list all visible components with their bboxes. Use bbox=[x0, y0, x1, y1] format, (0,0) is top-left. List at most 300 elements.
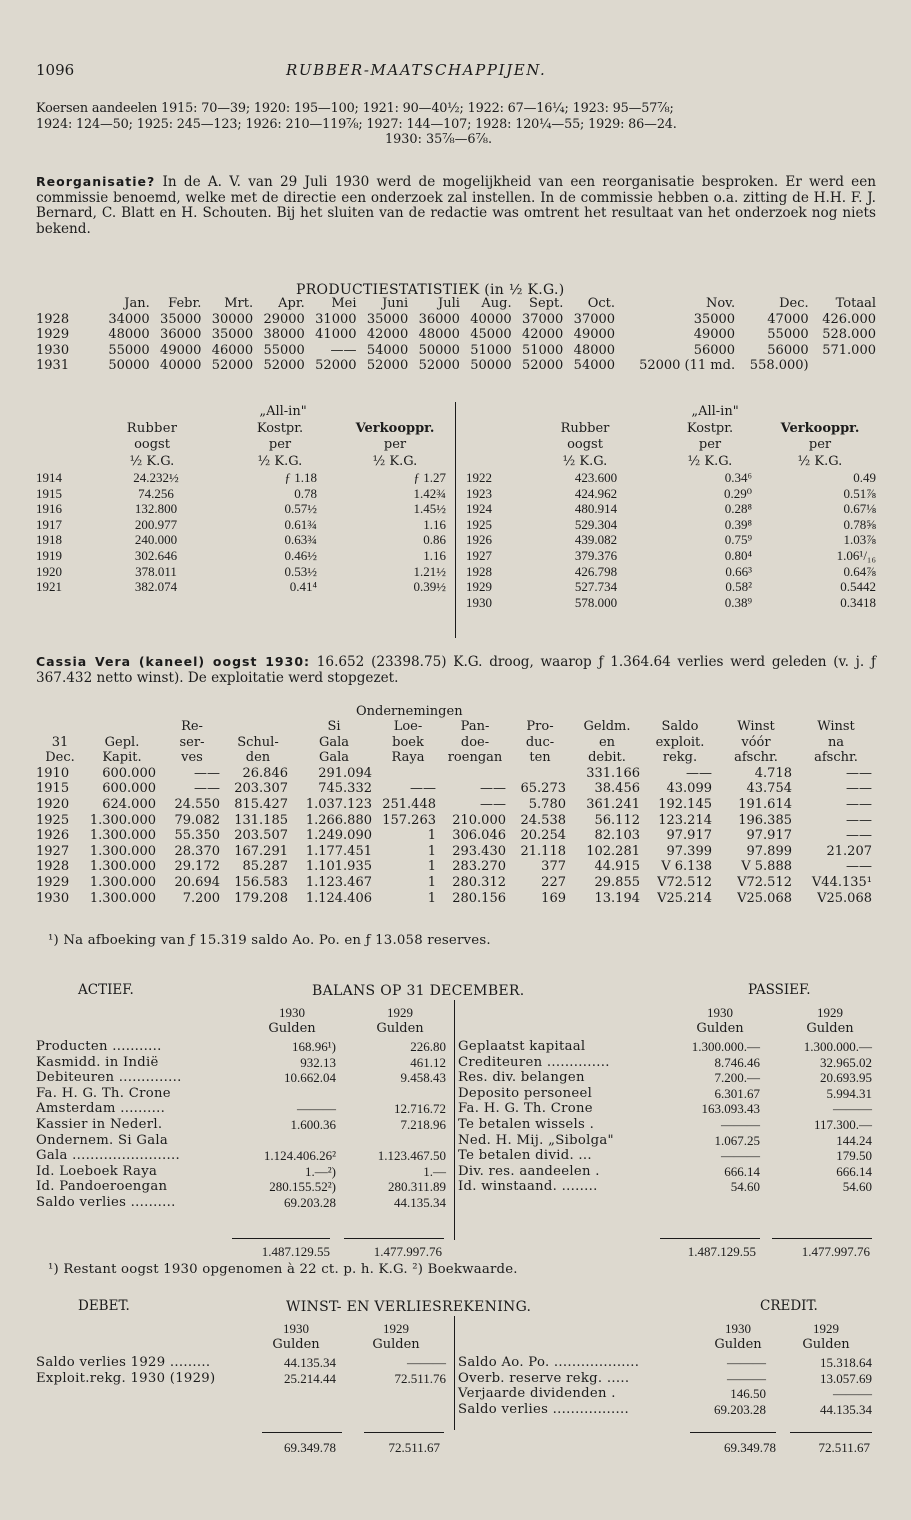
financieel-cell: 1920 bbox=[36, 796, 70, 812]
kg-right-2: ½ K.G. bbox=[687, 454, 733, 469]
financieel-cell: 102.281 bbox=[586, 843, 640, 859]
financieel-row bbox=[36, 844, 876, 860]
passief-label: PASSIEF. bbox=[748, 982, 811, 998]
passief-row bbox=[458, 1148, 872, 1164]
financieel-cell: —— bbox=[686, 765, 712, 781]
actief-value-1930: 1.—²) bbox=[305, 1163, 336, 1179]
passief-label: Div. res. aandeelen . bbox=[458, 1163, 600, 1179]
passief-value-1930: 1.067.25 bbox=[714, 1132, 760, 1148]
financieel-cell: 283.270 bbox=[452, 859, 506, 875]
actief-value-1929: 1.— bbox=[423, 1163, 446, 1179]
financieel-cell: 377 bbox=[541, 859, 566, 875]
financieel-header-cell bbox=[36, 719, 84, 735]
winst-year-d1929: 1929 bbox=[383, 1321, 409, 1336]
financieel-header-cell: Pro- bbox=[526, 719, 554, 734]
oogst-rubber-value: 302.646 bbox=[134, 547, 178, 563]
productie-value: 29000 bbox=[263, 311, 305, 327]
credit-label: Saldo verlies ................. bbox=[458, 1401, 630, 1417]
financieel-cell: 43.099 bbox=[666, 781, 712, 797]
productie-value: 426.000 bbox=[822, 311, 876, 327]
passief-value-1930: ——— bbox=[721, 1148, 760, 1164]
productie-month-header: Juli bbox=[438, 296, 460, 311]
financieel-row bbox=[36, 781, 876, 797]
financieel-cell: 56.112 bbox=[594, 812, 640, 828]
financieel-cell: 29.855 bbox=[594, 874, 640, 890]
oogst-kostprijs-value: 0.75⁹ bbox=[724, 532, 752, 548]
debet-table bbox=[36, 1355, 446, 1386]
financieel-header-cell: en bbox=[598, 734, 616, 750]
oogst-year: 1919 bbox=[36, 547, 62, 563]
oogst-year: 1925 bbox=[466, 516, 492, 532]
financieel-cell: 210.000 bbox=[452, 812, 506, 828]
productie-value: 35000 bbox=[211, 327, 254, 343]
oogst-year: 1915 bbox=[36, 485, 62, 501]
passief-value-1929: 54.60 bbox=[842, 1179, 872, 1195]
passief-label: Res. div. belangen bbox=[458, 1070, 585, 1086]
productie-value bbox=[809, 358, 876, 374]
financieel-header-row bbox=[36, 735, 876, 751]
actief-row bbox=[36, 1133, 446, 1149]
financieel-cell: 55.350 bbox=[174, 828, 220, 844]
financieel-cell: 600.000 bbox=[102, 781, 156, 797]
financieel-cell: 21.118 bbox=[520, 843, 566, 859]
oogst-kostprijs-value: 0.29⁰ bbox=[724, 485, 752, 501]
passief-row bbox=[458, 1070, 872, 1086]
actief-row bbox=[36, 1086, 446, 1102]
balans-divider bbox=[454, 1000, 455, 1240]
actief-label: Id. Pandoeroengan bbox=[36, 1179, 168, 1195]
financieel-cell: 1 bbox=[427, 843, 436, 859]
productie-value: 50000 bbox=[108, 358, 150, 374]
productie-value: 42000 bbox=[521, 327, 564, 343]
reorganisatie-lead: Reorganisatie? bbox=[36, 174, 156, 189]
oogst-row bbox=[466, 595, 876, 611]
oogst-kostprijs-value: 0.63¾ bbox=[284, 532, 317, 548]
winst-year-c1930: 1930 bbox=[725, 1321, 751, 1336]
balans-total-p1930: 1.487.129.55 bbox=[687, 1244, 756, 1259]
credit-label: Saldo Ao. Po. ................... bbox=[458, 1355, 640, 1370]
oogst-kostprijs-value: 0.58² bbox=[725, 579, 752, 595]
winst-year-d1930: 1930 bbox=[283, 1321, 309, 1336]
productie-value: 35000 bbox=[160, 311, 202, 327]
passief-row bbox=[458, 1101, 872, 1117]
winst-total-rule-c1 bbox=[690, 1432, 776, 1433]
passief-value-1930: 666.14 bbox=[724, 1163, 760, 1179]
oogst-kostprijs-value: 0.34⁶ bbox=[724, 470, 752, 485]
productie-month-header: Sept. bbox=[529, 296, 564, 311]
debet-value-1929: 72.511.76 bbox=[394, 1370, 446, 1386]
productie-month-header: Juni bbox=[382, 296, 409, 311]
balans-unit-a1: Gulden bbox=[268, 1021, 316, 1036]
koersen-line-2: 1924: 124—50; 1925: 245—123; 1926: 210—119⅞; 1927: 144—107; 1928: 120¼—55; 1929: 86—24. bbox=[36, 117, 677, 132]
productie-value: 51000 bbox=[521, 342, 564, 358]
oogst-rubber-value: 378.011 bbox=[135, 563, 177, 579]
productie-year: 1930 bbox=[36, 342, 70, 358]
financieel-cell: 7.200 bbox=[182, 890, 220, 906]
financieel-cell: 600.000 bbox=[102, 765, 156, 781]
kostpr-left-header: Kostpr. bbox=[256, 421, 304, 436]
actief-value-1930 bbox=[226, 1133, 336, 1149]
financieel-header-row bbox=[36, 750, 876, 766]
financieel-cell: 203.307 bbox=[234, 781, 288, 797]
productie-corner bbox=[36, 296, 98, 312]
productie-month-header: Mrt. bbox=[224, 296, 254, 311]
actief-value-1930: 10.662.04 bbox=[284, 1070, 336, 1086]
oogst-kostprijs-value: 0.28⁸ bbox=[724, 501, 752, 517]
productie-value: 52000 (11 md. bbox=[639, 358, 736, 374]
financieel-header-cell bbox=[224, 719, 292, 735]
oogst-divider bbox=[455, 402, 456, 638]
financieel-cell: 1929 bbox=[36, 874, 70, 890]
balans-unit-p1: Gulden bbox=[696, 1021, 744, 1036]
financieel-header-cell bbox=[84, 719, 160, 735]
financieel-cell: 1927 bbox=[36, 843, 70, 859]
oogst-year: 1924 bbox=[466, 501, 492, 517]
oogst-kostprijs-value: 0.38⁹ bbox=[724, 594, 752, 610]
oogst-rubber-value: 529.304 bbox=[574, 516, 618, 532]
financieel-header-cell: na bbox=[827, 734, 845, 750]
debet-label: DEBET. bbox=[78, 1298, 130, 1314]
financieel-cell: —— bbox=[846, 765, 872, 781]
cassia-paragraph bbox=[36, 654, 876, 686]
productie-value: 571.000 bbox=[822, 342, 876, 358]
credit-label: Verjaarde dividenden . bbox=[458, 1386, 616, 1402]
financieel-header-cell: Si bbox=[327, 719, 341, 734]
financieel-header-cell: Geldm. bbox=[583, 719, 631, 734]
actief-value-1930: 1.124.406.26² bbox=[263, 1148, 336, 1164]
per-left-1: per bbox=[268, 437, 292, 452]
passief-row bbox=[458, 1133, 872, 1149]
financieel-header-cell: den bbox=[245, 750, 271, 766]
passief-value-1929: 666.14 bbox=[836, 1163, 872, 1179]
financieel-cell: 1.300.000 bbox=[89, 874, 156, 890]
actief-label: ACTIEF. bbox=[78, 982, 134, 998]
oogst-verkoopprijs-value: 0.64⅞ bbox=[843, 563, 876, 579]
winst-year-c1929: 1929 bbox=[813, 1321, 839, 1336]
credit-value-1929: 44.135.34 bbox=[820, 1401, 872, 1417]
credit-label: Overb. reserve rekg. ..... bbox=[458, 1370, 630, 1386]
oogst-rubber-value: 426.798 bbox=[574, 563, 618, 579]
financieel-cell: 44.915 bbox=[594, 859, 640, 875]
actief-value-1929: 280.311.89 bbox=[387, 1179, 446, 1195]
productie-value: 55000 bbox=[108, 342, 150, 358]
balans-total-rule-p2 bbox=[772, 1238, 872, 1239]
financieel-header-cell: Dec. bbox=[45, 750, 75, 766]
actief-row bbox=[36, 1164, 446, 1180]
oogst-year: 1917 bbox=[36, 516, 62, 532]
passief-value-1930: ——— bbox=[721, 1116, 760, 1132]
productie-value: 34000 bbox=[108, 311, 150, 327]
winst-divider bbox=[454, 1316, 455, 1430]
winst-unit-d2: Gulden bbox=[372, 1337, 420, 1352]
kg-left-1: ½ K.G. bbox=[129, 454, 175, 469]
balans-year-a1930: 1930 bbox=[279, 1005, 305, 1020]
oogst-row bbox=[466, 470, 876, 486]
financieel-header-cell: Raya bbox=[391, 750, 425, 766]
oogst-verkoopprijs-value: 0.39½ bbox=[413, 579, 446, 595]
oogst-kostprijs-value: 0.66³ bbox=[725, 563, 752, 579]
financieel-cell: —— bbox=[846, 796, 872, 812]
oogst-left-table bbox=[36, 470, 446, 595]
financieel-cell: —— bbox=[480, 796, 506, 812]
oogst-verkoopprijs-value: 1.42¾ bbox=[413, 485, 446, 501]
cassia-lead: Cassia Vera (kaneel) oogst 1930: bbox=[36, 654, 311, 669]
financieel-cell: 82.103 bbox=[594, 828, 640, 844]
actief-value-1930: ——— bbox=[297, 1101, 336, 1117]
oogst-year: 1914 bbox=[36, 470, 62, 485]
financieel-cell: 20.254 bbox=[520, 828, 566, 844]
credit-value-1930: ——— bbox=[727, 1370, 766, 1386]
financieel-cell: 13.194 bbox=[594, 890, 640, 906]
balans-year-p1930: 1930 bbox=[707, 1005, 733, 1020]
productie-month-header: Oct. bbox=[587, 296, 616, 311]
passief-value-1929: 144.24 bbox=[836, 1132, 872, 1148]
actief-value-1930: 168.96¹) bbox=[292, 1039, 336, 1054]
passief-value-1930: 163.093.43 bbox=[701, 1101, 760, 1117]
oogst-row bbox=[466, 548, 876, 564]
balans-total-rule-p1 bbox=[660, 1238, 760, 1239]
oogst-verkoopprijs-value: 0.49 bbox=[853, 470, 876, 485]
actief-label: Debiteuren .............. bbox=[36, 1070, 182, 1086]
financieel-cell: V 6.138 bbox=[661, 859, 712, 875]
oogst-row bbox=[466, 501, 876, 517]
financieel-cell: 745.332 bbox=[318, 781, 372, 797]
financieel-cell: 79.082 bbox=[174, 812, 220, 828]
kostpr-right-header: Kostpr. bbox=[686, 421, 734, 436]
financieel-cell: V72.512 bbox=[737, 874, 792, 890]
winst-total-rule-d1 bbox=[262, 1432, 342, 1433]
financieel-header-cell: afschr. bbox=[734, 750, 778, 766]
koersen-line-3: 1930: 35⅞—6⅞. bbox=[385, 132, 493, 147]
oogst-rubber-value: 424.962 bbox=[574, 485, 618, 501]
oogst-rubber-value: 24.232½ bbox=[133, 470, 179, 485]
oogst-kostprijs-value: 0.46½ bbox=[284, 547, 317, 563]
financieel-row bbox=[36, 891, 876, 907]
oogst-year: 1926 bbox=[466, 532, 492, 548]
financieel-header-cell: Gepl. bbox=[104, 734, 140, 750]
oogst-rubber-value: 439.082 bbox=[574, 532, 618, 548]
actief-value-1930 bbox=[226, 1086, 336, 1102]
productie-value: 52000 bbox=[366, 358, 409, 374]
credit-table bbox=[458, 1355, 872, 1417]
actief-value-1929: 12.716.72 bbox=[394, 1101, 446, 1117]
actief-row bbox=[36, 1148, 446, 1164]
oogst-verkoopprijs-value: 1.06¹/₁₆ bbox=[836, 547, 876, 563]
credit-label: CREDIT. bbox=[760, 1298, 818, 1314]
productie-value: 49000 bbox=[573, 327, 616, 343]
financieel-cell: 1.101.935 bbox=[305, 859, 372, 875]
passief-value-1930: 54.60 bbox=[730, 1179, 760, 1195]
actief-row bbox=[36, 1117, 446, 1133]
productie-value: 52000 bbox=[211, 358, 254, 374]
financieel-cell: 227 bbox=[541, 874, 566, 890]
productie-value: —— bbox=[330, 342, 357, 358]
actief-value-1929: 226.80 bbox=[410, 1039, 446, 1054]
balans-total-rule-a2 bbox=[344, 1238, 444, 1239]
winst-total-c1929: 72.511.67 bbox=[818, 1440, 870, 1455]
financieel-cell: 28.370 bbox=[174, 843, 220, 859]
productie-value: 35000 bbox=[366, 311, 409, 327]
winst-title: WINST- EN VERLIESREKENING. bbox=[286, 1299, 532, 1315]
passief-row bbox=[458, 1055, 872, 1071]
financieel-cell: 1 bbox=[427, 874, 436, 890]
financieel-header-cell: doe- bbox=[460, 734, 490, 750]
oogst-year: 1920 bbox=[36, 563, 62, 579]
financieel-cell bbox=[510, 766, 570, 782]
winst-total-d1930: 69.349.78 bbox=[284, 1440, 336, 1455]
actief-value-1930: 1.600.36 bbox=[290, 1116, 336, 1132]
balans-total-p1929: 1.477.997.76 bbox=[801, 1244, 870, 1259]
financieel-cell: 280.156 bbox=[452, 890, 506, 906]
oogst-row bbox=[466, 564, 876, 580]
actief-label: Kasmidd. in Indië bbox=[36, 1054, 159, 1070]
oogst-year: 1922 bbox=[466, 470, 492, 485]
productie-value: 35000 bbox=[693, 311, 736, 327]
oogst-rubber-value: 423.600 bbox=[574, 470, 618, 485]
reorganisatie-paragraph bbox=[36, 174, 876, 237]
financieel-cell: 167.291 bbox=[234, 843, 288, 859]
actief-row bbox=[36, 1055, 446, 1071]
kg-left-3: ½ K.G. bbox=[372, 454, 418, 469]
financieel-footnote: ¹) Na afboeking van ƒ 15.319 saldo Ao. Po. en ƒ 13.058 reserves. bbox=[48, 933, 491, 948]
passief-label: Id. winstaand. ........ bbox=[458, 1179, 598, 1195]
productie-month-header: Apr. bbox=[278, 296, 305, 311]
financieel-table bbox=[36, 719, 876, 906]
financieel-cell: 97.899 bbox=[746, 843, 792, 859]
cassia-text: 16.652 (23398.75) K.G. droog, waarop ƒ 1.364.64 verlies werd geleden (v. j. ƒ 367.432 netto winst). De exploitatie werd stopgezet. bbox=[36, 654, 876, 686]
actief-value-1929 bbox=[336, 1086, 446, 1102]
financieel-cell: —— bbox=[194, 781, 220, 797]
balans-year-a1929: 1929 bbox=[387, 1005, 413, 1020]
financieel-cell: 1.124.406 bbox=[305, 890, 372, 906]
credit-value-1930: 146.50 bbox=[730, 1386, 766, 1402]
balans-footnote: ¹) Restant oogst 1930 opgenomen à 22 ct. p. h. K.G. ²) Boekwaarde. bbox=[48, 1262, 518, 1277]
financieel-cell: 1 bbox=[427, 828, 436, 844]
verkoop-left-header: Verkooppr. bbox=[355, 421, 435, 436]
oogst-verkoopprijs-value: 0.5442 bbox=[840, 579, 876, 595]
productie-value: 52000 bbox=[315, 358, 357, 374]
kg-right-1: ½ K.G. bbox=[562, 454, 608, 469]
productie-row bbox=[36, 358, 876, 374]
productie-value: 54000 bbox=[573, 358, 616, 374]
financieel-cell: 29.172 bbox=[174, 859, 220, 875]
financieel-cell: 1930 bbox=[36, 890, 70, 906]
financieel-cell: 85.287 bbox=[242, 859, 288, 875]
financieel-header-cell: Winst bbox=[737, 719, 775, 734]
passief-label: Geplaatst kapitaal bbox=[458, 1039, 586, 1054]
financieel-cell: 624.000 bbox=[102, 796, 156, 812]
balans-total-a1930: 1.487.129.55 bbox=[261, 1244, 330, 1259]
actief-row bbox=[36, 1039, 446, 1055]
productie-value: 40000 bbox=[470, 311, 512, 327]
oogst-row bbox=[36, 517, 446, 533]
actief-value-1929 bbox=[336, 1133, 446, 1149]
financieel-cell: 1.300.000 bbox=[89, 843, 156, 859]
productie-value: 528.000 bbox=[822, 327, 876, 343]
financieel-cell: 815.427 bbox=[234, 796, 288, 812]
productie-value: 54000 bbox=[366, 342, 409, 358]
financieel-cell: 361.241 bbox=[586, 796, 640, 812]
balans-unit-p2: Gulden bbox=[806, 1021, 854, 1036]
productie-year: 1931 bbox=[36, 358, 70, 374]
financieel-cell: V25.068 bbox=[817, 890, 872, 906]
credit-value-1929: ——— bbox=[833, 1386, 872, 1402]
passief-row bbox=[458, 1039, 872, 1055]
oogst-rubber-value: 240.000 bbox=[134, 532, 178, 548]
allin-right-header: „All-in" bbox=[691, 404, 739, 419]
kg-left-2: ½ K.G. bbox=[257, 454, 303, 469]
passief-row bbox=[458, 1086, 872, 1102]
actief-row bbox=[36, 1195, 446, 1211]
financieel-cell: 131.185 bbox=[234, 812, 288, 828]
verkoop-right-header: Verkooppr. bbox=[780, 421, 860, 436]
financieel-cell: 97.917 bbox=[666, 828, 712, 844]
passief-label: Deposito personeel bbox=[458, 1085, 593, 1101]
oogst-kostprijs-value: 0.57½ bbox=[284, 501, 317, 517]
credit-row bbox=[458, 1371, 872, 1387]
oogst-rubber-value: 480.914 bbox=[574, 501, 618, 517]
financieel-header-cell: Saldo bbox=[661, 719, 699, 734]
financieel-cell: —— bbox=[194, 765, 220, 781]
debet-value-1929: ——— bbox=[407, 1355, 446, 1370]
financieel-cell: 1 bbox=[427, 890, 436, 906]
financieel-cell: 21.207 bbox=[826, 843, 872, 859]
financieel-row bbox=[36, 875, 876, 891]
allin-left-header: „All-in" bbox=[259, 404, 307, 419]
financieel-cell: 65.273 bbox=[520, 781, 566, 797]
kg-right-3: ½ K.G. bbox=[797, 454, 843, 469]
financieel-cell: 123.214 bbox=[658, 812, 712, 828]
productie-value: 36000 bbox=[418, 311, 460, 327]
oogst-right-table bbox=[466, 470, 876, 610]
oogst-kostprijs-value: 0.53½ bbox=[284, 563, 317, 579]
financieel-cell: 169 bbox=[541, 890, 566, 906]
financieel-cell: 1915 bbox=[36, 781, 70, 797]
passief-value-1929: 117.300.— bbox=[813, 1116, 872, 1132]
financieel-row bbox=[36, 766, 876, 782]
productie-value: 31000 bbox=[315, 311, 357, 327]
actief-value-1930: 69.203.28 bbox=[284, 1194, 336, 1210]
page-number: 1096 bbox=[36, 61, 75, 79]
oogst-year: 1916 bbox=[36, 501, 62, 517]
productie-table bbox=[36, 296, 876, 374]
productie-value: 41000 bbox=[315, 327, 357, 343]
debet-label: Saldo verlies 1929 ......... bbox=[36, 1355, 211, 1370]
oogst-kostprijs-value: 0.61¾ bbox=[284, 516, 317, 532]
productie-month-header: Nov. bbox=[705, 296, 736, 311]
productie-value: 48000 bbox=[573, 342, 616, 358]
productie-value: 56000 bbox=[693, 342, 736, 358]
financieel-cell: —— bbox=[846, 781, 872, 797]
productie-month-header: Febr. bbox=[168, 296, 202, 311]
productie-value: 49000 bbox=[160, 342, 202, 358]
balans-year-p1929: 1929 bbox=[817, 1005, 843, 1020]
financieel-header-cell: Loe- bbox=[393, 719, 423, 734]
winst-total-c1930: 69.349.78 bbox=[724, 1440, 776, 1455]
financieel-cell: 1.249.090 bbox=[305, 828, 372, 844]
productie-row bbox=[36, 327, 876, 343]
credit-value-1929: 13.057.69 bbox=[820, 1370, 872, 1386]
productie-value: 50000 bbox=[470, 358, 512, 374]
productie-row bbox=[36, 343, 876, 359]
balans-total-a1929: 1.477.997.76 bbox=[373, 1244, 442, 1259]
winst-total-rule-c2 bbox=[790, 1432, 872, 1433]
ondernemingen-header: Ondernemingen bbox=[356, 704, 463, 719]
balans-title: BALANS OP 31 DECEMBER. bbox=[312, 983, 525, 999]
actief-label: Amsterdam .......... bbox=[36, 1101, 166, 1117]
oogst-kostprijs-value: ƒ 1.18 bbox=[284, 470, 317, 485]
passief-row bbox=[458, 1164, 872, 1180]
